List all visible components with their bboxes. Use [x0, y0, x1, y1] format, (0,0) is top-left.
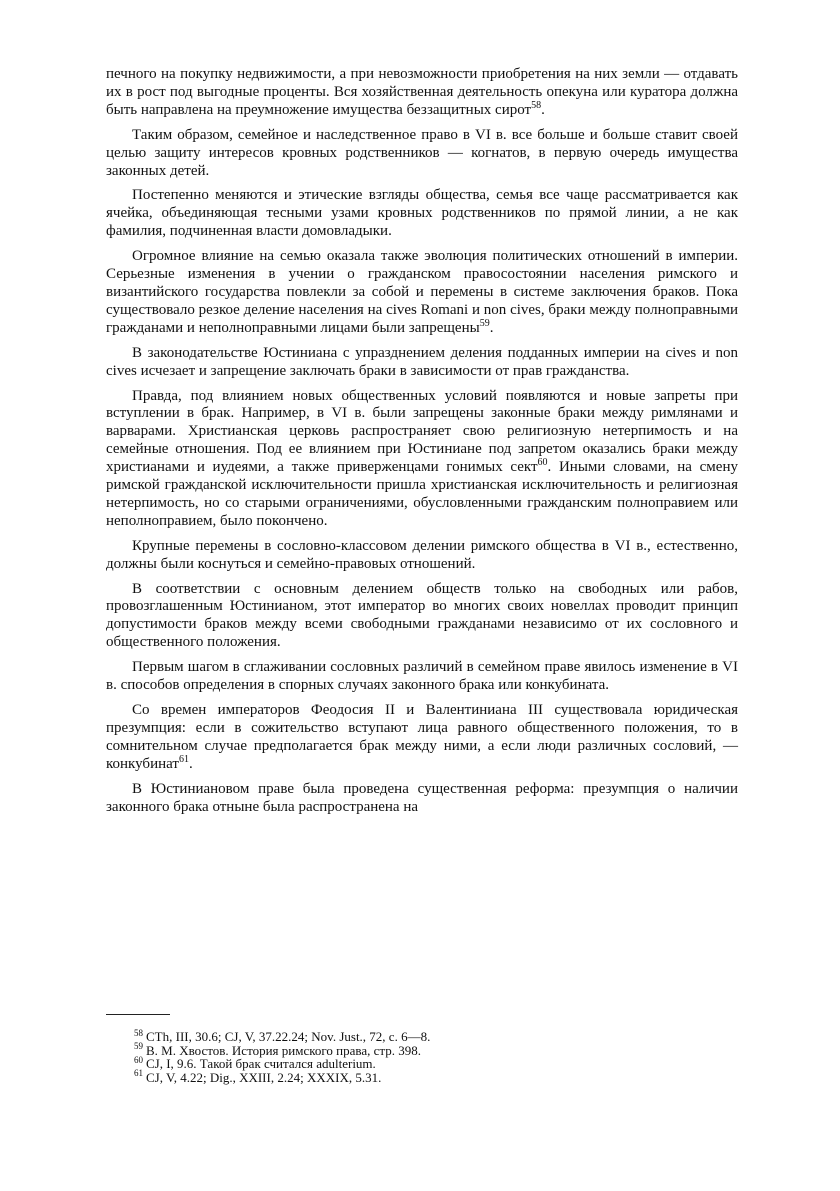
footnote-ref[interactable]: 60 [537, 457, 548, 469]
footnote-number: 61 [134, 1068, 143, 1079]
footnote-number: 60 [134, 1054, 143, 1065]
main-text [106, 66, 738, 823]
footnote-number: 58 [134, 1027, 143, 1038]
footnote: $^{61}$ CJ, V, 4.22; Dig., XXIII, 2.24; XXXIX, 5.31. [134, 1068, 382, 1085]
footnote-number: 59 [134, 1041, 143, 1052]
paragraph: печного на покупку недвижимости, а при невозможности приобретения на них земли — отдавать их в рост под выгодные проценты. Вся хозяйственная деятельность опекуна или куратора должна быть направлена на преумножение имущества беззащитных сирот$^{58}$. [106, 66, 738, 118]
footnote: $^{58}$ CTh, III, 30.6; CJ, V, 37.22.24; Nov. Just., 72, c. 6—8. [134, 1027, 431, 1044]
paragraph: Крупные перемены в сословно-классовом делении римского общества в VI в., естественно, должны были коснуться и семейно-правовых отношений. [106, 537, 738, 572]
paragraph: В Юстиниановом праве была проведена существенная реформа: презумпция о наличии законного брака отныне была распространена на [106, 780, 738, 815]
footnotes [134, 1027, 734, 1085]
footnote-ref[interactable]: 59 [479, 317, 490, 329]
paragraph: Огромное влияние на семью оказала также эволюция политических отношений в империи. Серьезные изменения в учении о гражданском правосостоянии населения римского и византийского государства повлекли за собой и перемены в системе заключения браков. Пока существовало резкое деление населения на cives Romani и non cives, браки между полноправными гражданами и неполноправными лицами были запрещены$^{59}$. [106, 248, 738, 336]
footnote: $^{59}$ В. М. Хвостов. История римского права, стр. 398. [134, 1041, 421, 1058]
paragraph: Постепенно меняются и этические взгляды общества, семья все чаще рассматривается как ячейка, объединяющая тесными узами кровных родственников по прямой линии, а не как фамилия, подчиненная власти домовладыки. [106, 187, 738, 240]
footnote: $^{60}$ CJ, I, 9.6. Такой брак считался adulterium. [134, 1054, 376, 1071]
paragraph: В законодательстве Юстиниана с упразднением деления подданных империи на cives и non cives исчезает и запрещение заключать браки в зависимости от прав гражданства. [106, 344, 738, 379]
footnote-divider [106, 1014, 170, 1015]
paragraph: В соответствии с основным делением обществ только на свободных или рабов, провозглашенным Юстинианом, этот император во многих своих новеллах проводит принцип допустимости браков между всеми свободными гражданами независимо от их сословного и общественного положения. [106, 580, 738, 651]
paragraph: Со времен императоров Феодосия II и Валентиниана III существовала юридическая презумпция: если в сожительство вступают лица равного общественного положения, то в сомнительном случае предполагается брак между ними, а если люди различных сословий, — конкубинат$^{61}$. [106, 702, 738, 772]
footnote-ref[interactable]: 58 [531, 99, 542, 111]
paragraph: Первым шагом в сглаживании сословных различий в семейном праве явилось изменение в VI в. способов определения в спорных случаях законного брака или конкубината. [106, 659, 738, 694]
footnote-ref[interactable]: 61 [178, 753, 189, 765]
paragraph: Таким образом, семейное и наследственное право в VI в. все больше и больше ставит своей целью защиту интересов кровных родственников — когнатов, в первую очередь имущества законных детей. [106, 126, 738, 179]
paragraph: Правда, под влиянием новых общественных условий появляются и новые запреты при вступлении в брак. Например, в VI в. были запрещены законные браки между римлянами и варварами. Христианская церковь распространяет свою религиозную нетерпимость и на семейные отношения. Под ее влиянием при Юстиниане под запретом оказались браки между христианами и иудеями, а также приверженцами гонимых сект$^{60}$. Иными словами, на смену римской гражданской исключительности пришла христианская исключительность и религиозная нетерпимость, но со старыми ограничениями, обусловленными гражданским полноправием или неполноправием, было покончено. [106, 387, 738, 529]
